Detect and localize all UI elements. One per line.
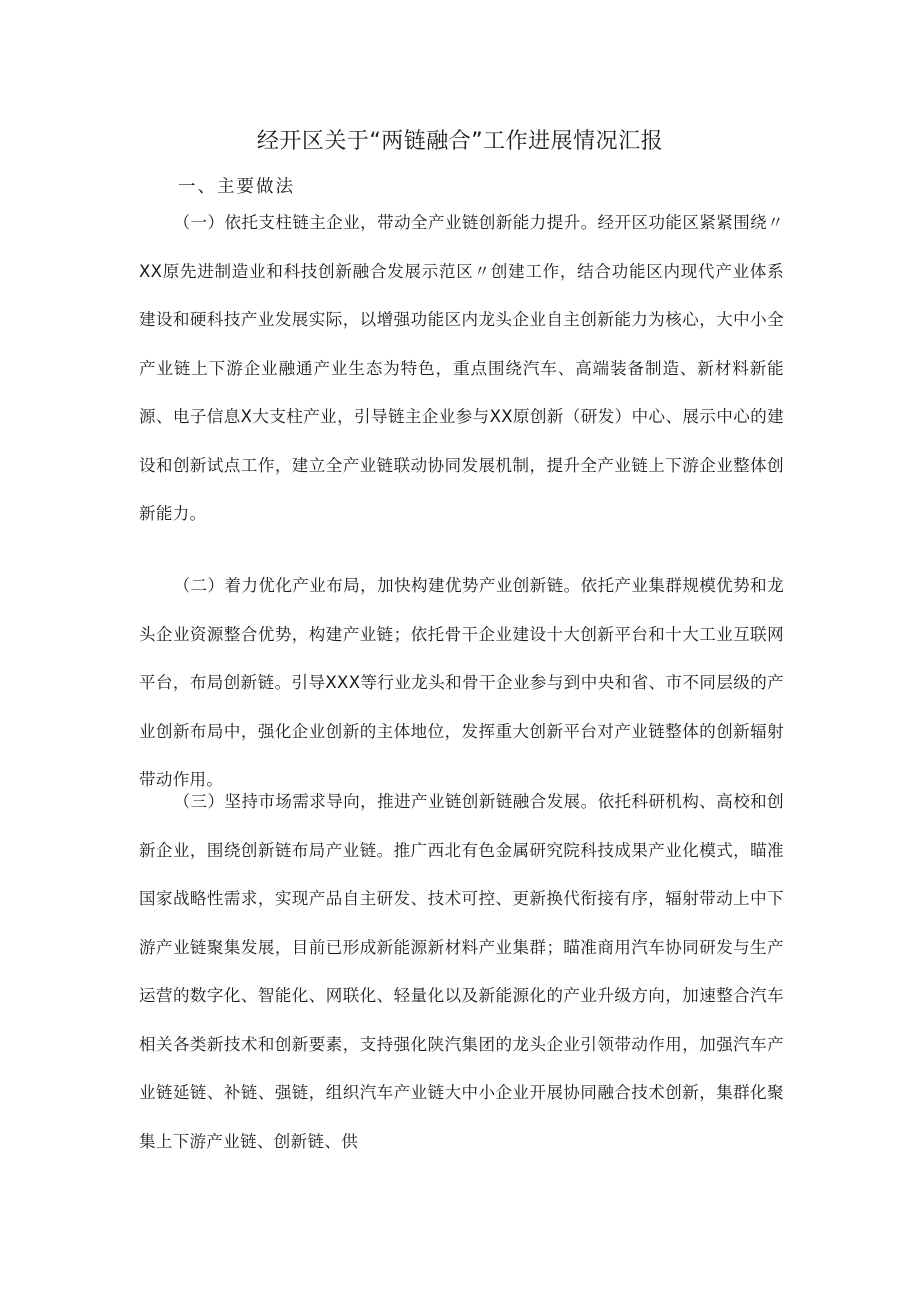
- paragraph-1: （一）依托支柱链主企业，带动全产业链创新能力提升。经开区功能区紧紧围绕〃XX原先进制造业和科技创新融合发展示范区〃创建工作，结合功能区内现代产业体系建设和硬科技产业发展实际，以增强功能区内龙头企业自主创新能力为核心，大中小全产业链上下游企业融通产业生态为特色，重点围绕汽车、高端装备制造、新材料新能源、电子信息X大支柱产业，引导链主企业参与XX原创新（研发）中心、展示中心的建设和创新试点工作，建立全产业链联动协同发展机制，提升全产业链上下游企业整体创新能力。: [139, 213, 784, 523]
- section-heading: 一、主要做法: [178, 177, 295, 197]
- paragraph-2: （二）着力优化产业布局，加快构建优势产业创新链。依托产业集群规模优势和龙头企业资源整合优势，构建产业链；依托骨干企业建设十大创新平台和十大工业互联网平台，布局创新链。引导XXX等行业龙头和骨干企业参与到中央和省、市不同层级的产业创新布局中，强化企业创新的主体地位，发挥重大创新平台对产业链整体的创新辐射带动作用。: [139, 576, 784, 789]
- paragraph-3: （三）坚持市场需求导向，推进产业链创新链融合发展。依托科研机构、高校和创新企业，围绕创新链布局产业链。推广西北有色金属研究院科技成果产业化模式，瞄准国家战略性需求，实现产品自主研发、技术可控、更新换代衔接有序，辐射带动上中下游产业链聚集发展，目前已形成新能源新材料产业集群；瞄准商用汽车协同研发与生产运营的数字化、智能化、网联化、轻量化以及新能源化的产业升级方向，加速整合汽车相关各类新技术和创新要素，支持强化陕汽集团的龙头企业引领带动作用，加强汽车产业链延链、补链、强链，组织汽车产业链大中小企业开展协同融合技术创新，集群化聚集上下游产业链、创新链、供: [139, 792, 784, 1151]
- document-title: 经开区关于“两链融合”工作进展情况汇报: [256, 129, 664, 154]
